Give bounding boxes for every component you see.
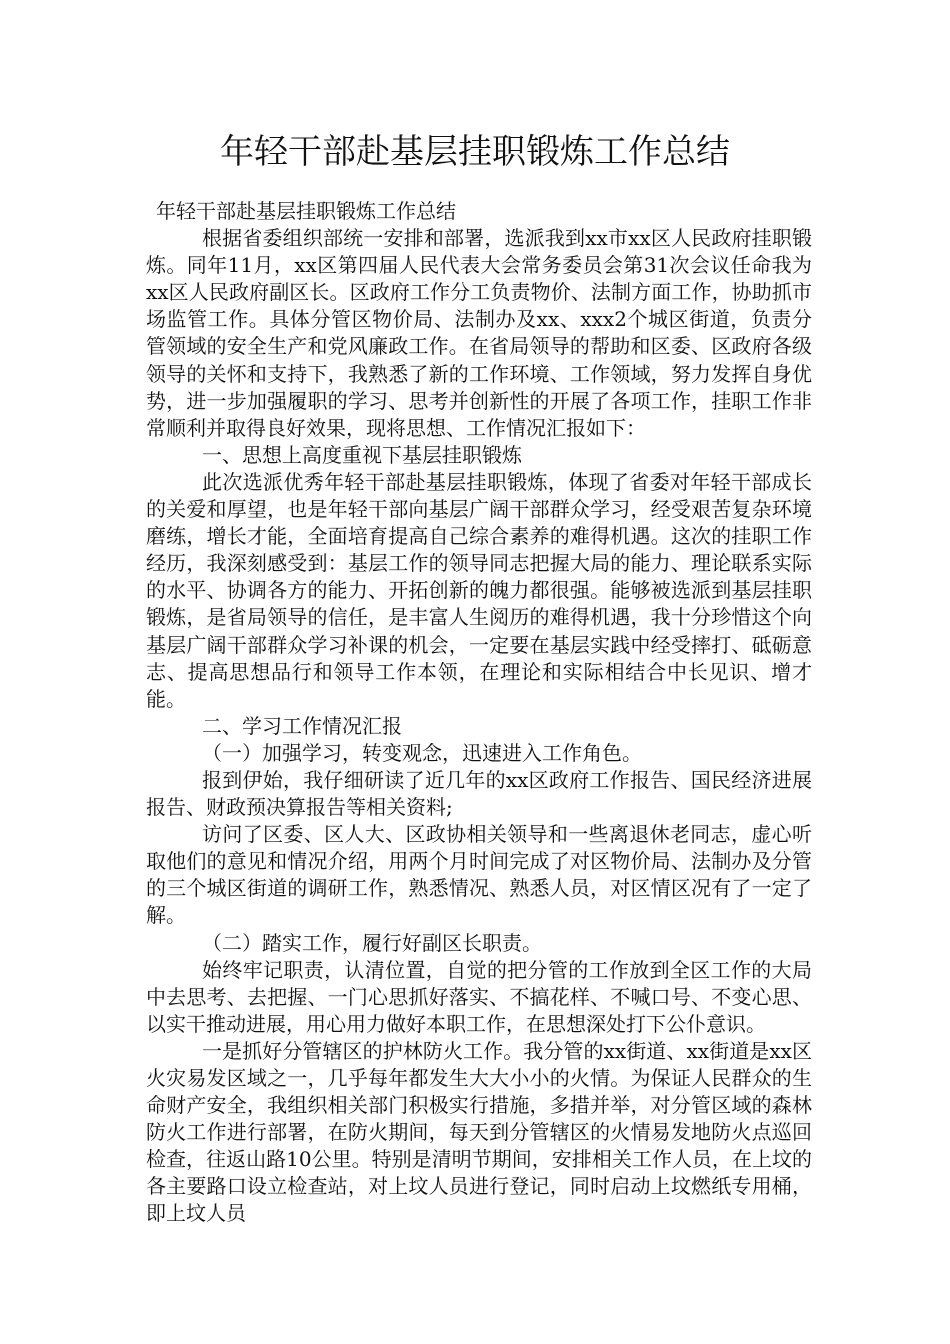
paragraph-intro: 根据省委组织部统一安排和部署，选派我到xx市xx区人民政府挂职锻炼。同年11月，xx区第四届人民代表大会常务委员会第31次会议任命我为xx区人民政府副区长。区政府工作分工负责物价、法制方面工作，协助抓市场监管工作。具体分管区物价局、法制办及xx、xxx2个城区街道，负责分管领域的安全生产和党风廉政工作。在省局领导的帮助和区委、区政府各级领导的关怀和支持下，我熟悉了新的工作环境、工作领域，努力发挥自身优势，进一步加强履职的学习、思考并创新性的开展了各项工作，挂职工作非常顺利并取得良好效果，现将思想、工作情况汇报如下： (146, 226, 812, 440)
paragraph-duty: 始终牢记职责，认清位置，自觉的把分管的工作放到全区工作的大局中去思考、去把握、一门心思抓好落实、不搞花样、不喊口号、不变心思、以实干推动进展，用心用力做好本职工作，在思想深处打下公仆意识。 (146, 957, 812, 1036)
paragraph-thoughts: 此次选派优秀年轻干部赴基层挂职锻炼，体现了省委对年轻干部成长的关爱和厚望，也是年轻干部向基层广阔干部群众学习，经受艰苦复杂环境磨练，增长才能，全面培育提高自己综合素养的难得机遇。这次的挂职工作经历，我深刻感受到：基层工作的领导同志把握大局的能力、理论联系实际的水平、协调各方的能力、开拓创新的魄力都很强。能够被选派到基层挂职锻炼，是省局领导的信任，是丰富人生阅历的难得机遇，我十分珍惜这个向基层广阔干部群众学习补课的机会，一定要在基层实践中经受摔打、砥砺意志、提高思想品行和领导工作本领，在理论和实际相结合中长见识、增才能。 (146, 469, 812, 711)
paragraph-study-1: 报到伊始，我仔细研读了近几年的xx区政府工作报告、国民经济进展报告、财政预决算报告等相关资料; (146, 767, 812, 820)
section-heading-1: 一、思想上高度重视下基层挂职锻炼 (202, 442, 522, 467)
subtitle-line: 年轻干部赴基层挂职锻炼工作总结 (156, 199, 456, 223)
subsection-heading-2: （二）踏实工作，履行好副区长职责。 (202, 930, 542, 955)
document-body (146, 198, 812, 1228)
section-heading-2: 二、学习工作情况汇报 (202, 713, 402, 738)
paragraph-fire-prevention: 一是抓好分管辖区的护林防火工作。我分管的xx街道、xx街道是xx区火灾易发区域之一，几乎每年都发生大大小小的火情。为保证人民群众的生命财产安全，我组织相关部门积极实行措施，多措并举，对分管区域的森林防火工作进行部署，在防火期间，每天到分管辖区的火情易发地防火点巡回检查，往返山路10公里。特别是清明节期间，安排相关工作人员，在上坟的各主要路口设立检查站，对上坟人员进行登记，同时启动上坟燃纸专用桶，即上坟人员 (146, 1038, 812, 1226)
document-title: 年轻干部赴基层挂职锻炼工作总结 (220, 132, 730, 172)
paragraph-study-2: 访问了区委、区人大、区政协相关领导和一些离退休老同志，虚心听取他们的意见和情况介绍，用两个月时间完成了对区物价局、法制办及分管的三个城区街道的调研工作，熟悉情况、熟悉人员，对区情区况有了一定了解。 (146, 822, 812, 928)
subsection-heading-1: （一）加强学习，转变观念，迅速进入工作角色。 (202, 740, 642, 765)
